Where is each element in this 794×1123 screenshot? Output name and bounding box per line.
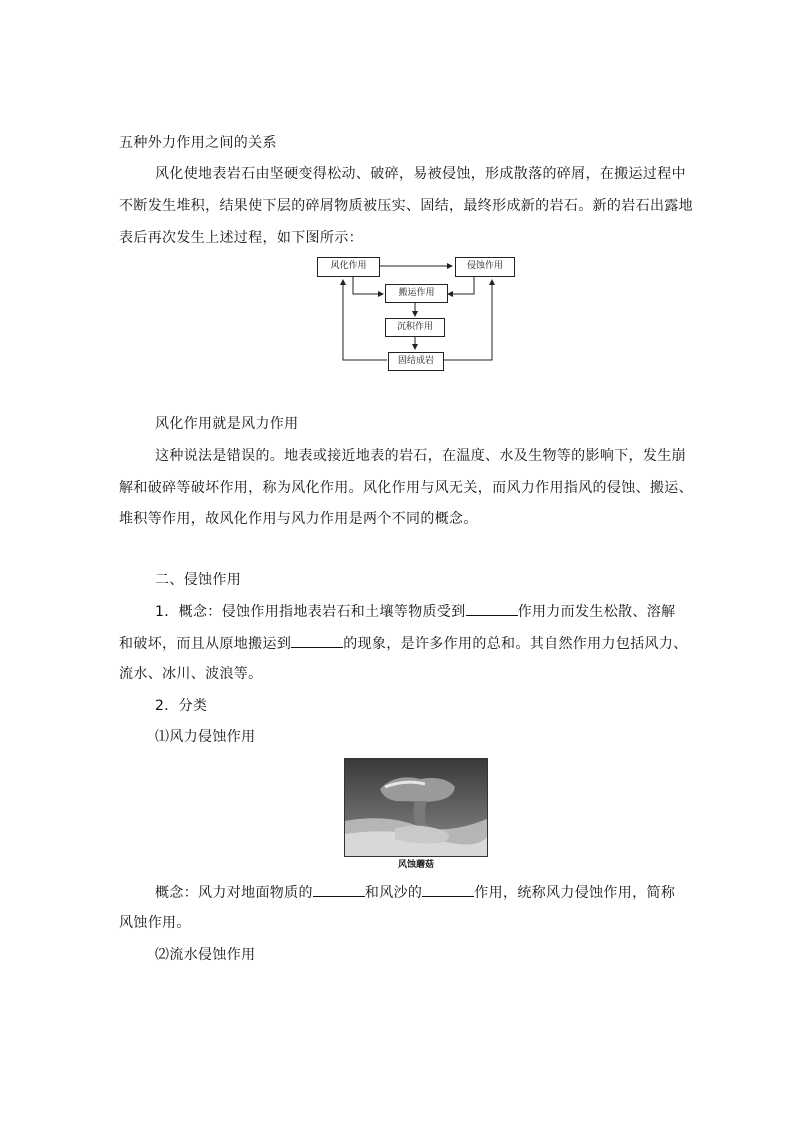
concept-text: 和破坏，而且从原地搬运到 <box>119 636 292 652</box>
concept-line-1 <box>155 601 675 622</box>
section-title-relations: 五种外力作用之间的关系 <box>119 135 277 151</box>
concept-line-3: 流水、冰川、波浪等。 <box>119 666 263 682</box>
paragraph-line: 不断发生堆积，结果使下层的碎屑物质被压实、固结，最终形成新的岩石。新的岩石出露地 <box>119 198 693 214</box>
classification-heading: 2．分类 <box>155 698 208 714</box>
concept-text: 1．概念：侵蚀作用指地表岩石和土壤等物质受到 <box>155 604 466 620</box>
heading-erosion: 二、侵蚀作用 <box>155 572 242 588</box>
wind-concept-line-2: 风蚀作用。 <box>119 915 191 931</box>
wind-concept-line-1 <box>155 882 675 903</box>
concept-text: 和风沙的 <box>364 885 423 901</box>
arrow-erosion-transport <box>448 276 474 294</box>
concept-text: 作用力而发生松散、溶解 <box>517 604 676 620</box>
subheading-water-erosion: ⑵流水侵蚀作用 <box>155 947 256 963</box>
section-title-misconception: 风化作用就是风力作用 <box>155 416 299 432</box>
box-transport: 搬运作用 <box>385 284 448 303</box>
concept-line-2 <box>119 633 688 654</box>
arrow-lithification-erosion <box>443 280 492 360</box>
blank-field <box>313 882 365 897</box>
concept-text: 作用，统称风力侵蚀作用，简称 <box>474 885 676 901</box>
blank-field <box>422 882 474 897</box>
photo-caption: 风蚀蘑菇 <box>397 860 434 870</box>
paragraph-line: 解和破碎等破坏作用，称为风化作用。风化作用与风无关，而风力作用指风的侵蚀、搬运、 <box>119 480 693 496</box>
blank-field <box>291 633 343 648</box>
box-lithification: 固结成岩 <box>388 352 444 371</box>
arrow-lithification-weathering <box>343 280 387 360</box>
paragraph-line: 这种说法是错误的。地表或接近地表的岩石，在温度、水及生物等的影响下，发生崩 <box>155 448 686 464</box>
mushroom-rock-photo <box>344 758 488 857</box>
paragraph-line: 表后再次发生上述过程，如下图所示： <box>119 230 363 246</box>
paragraph-line: 堆积等作用，故风化作用与风力作用是两个不同的概念。 <box>119 511 478 527</box>
box-weathering: 风化作用 <box>317 257 380 277</box>
concept-text: 概念：风力对地面物质的 <box>155 885 313 901</box>
blank-field <box>466 601 518 616</box>
subheading-wind-erosion: ⑴风力侵蚀作用 <box>155 729 256 745</box>
box-erosion: 侵蚀作用 <box>455 257 515 277</box>
concept-text: 的现象，是许多作用的总和。其自然作用力包括风力、 <box>343 636 688 652</box>
process-diagram <box>0 0 794 400</box>
arrow-weathering-transport <box>353 276 383 294</box>
box-deposition: 沉积作用 <box>385 318 445 337</box>
paragraph-line: 风化使地表岩石由坚硬变得松动、破碎，易被侵蚀，形成散落的碎屑，在搬运过程中 <box>155 166 686 182</box>
